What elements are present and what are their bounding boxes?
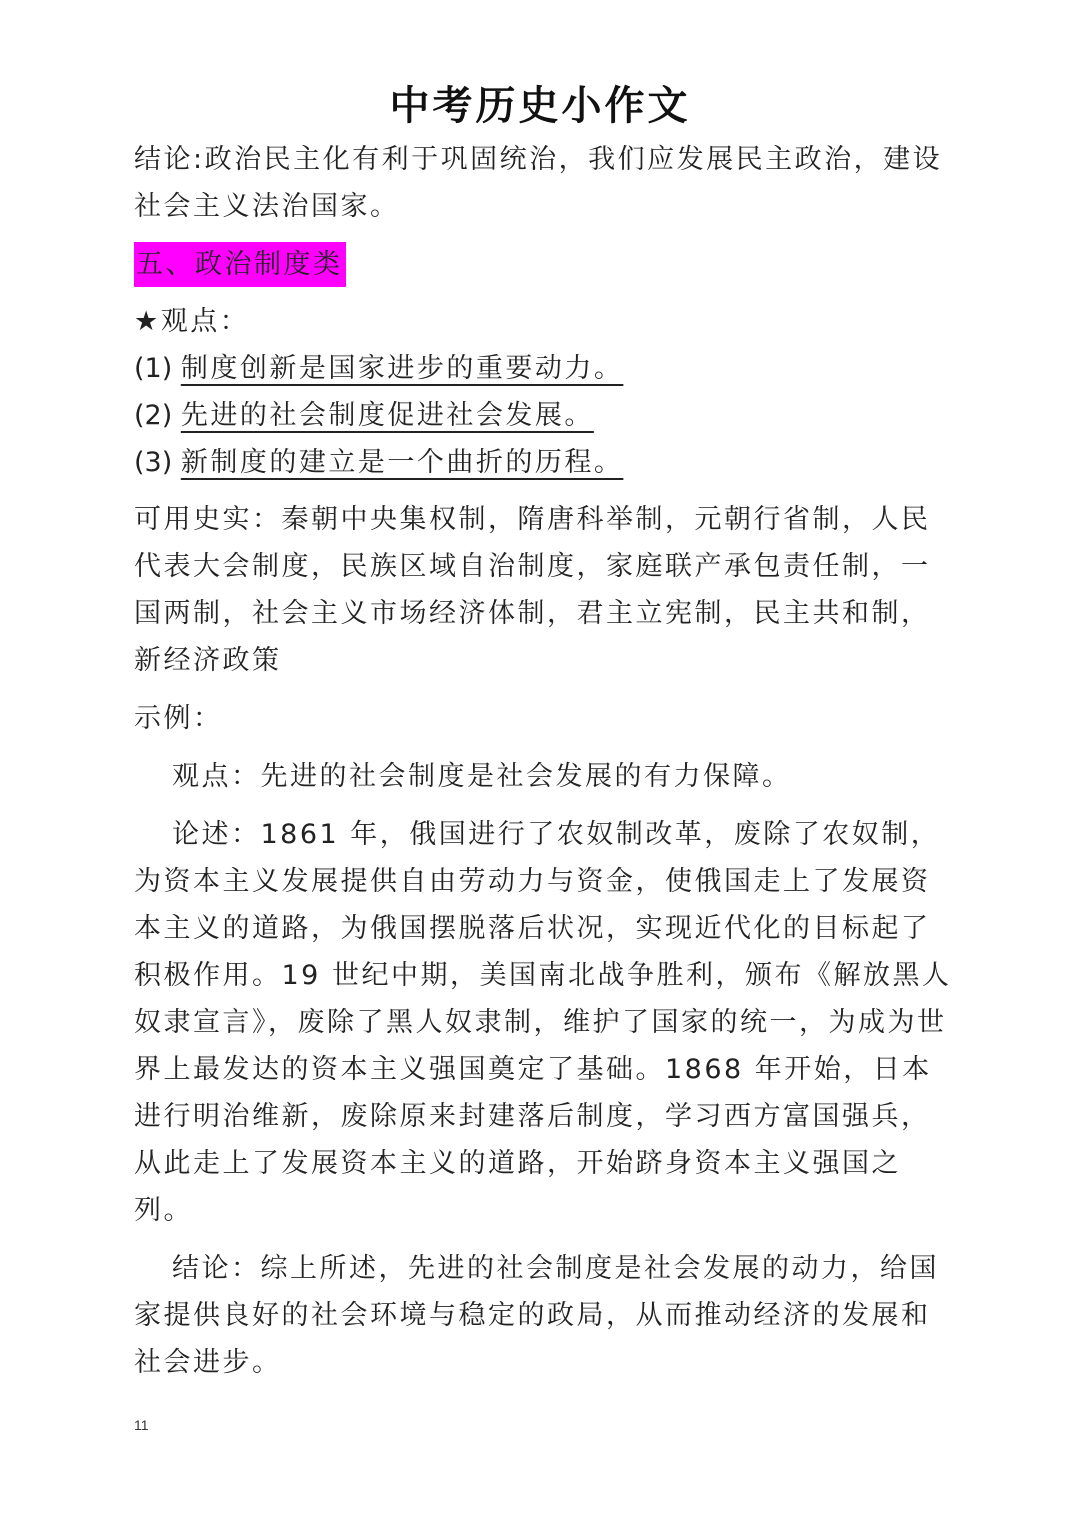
section-heading: 五、政治制度类 bbox=[134, 242, 346, 287]
example-label: 示例： bbox=[134, 703, 223, 734]
section-heading-row bbox=[134, 230, 956, 298]
document-body bbox=[134, 136, 956, 1386]
viewpoint-text: 先进的社会制度促进社会发展。 bbox=[180, 400, 594, 431]
example-argument: 论述：1861 年，俄国进行了农奴制改革，废除了农奴制，为资本主义发展提供自由劳动力与资金，使俄国走上了发展资本主义的道路，为俄国摆脱落后状况，实现近代化的目标起了积极作用。19 世纪中期，美国南北战争胜利，颁布《解放黑人奴隶宣言》，废除了黑人奴隶制，维护了国家的统一，为成为世界上最发达的资本主义强国奠定了基础。1868 年开始，日本进行明治维新，废除原来封建落后制度，学习西方富国强兵，从此走上了发展资本主义的道路，开始跻身资本主义强国之列。 bbox=[134, 819, 952, 1226]
viewpoint-item-2 bbox=[134, 392, 956, 439]
page-title: 中考历史小作文 bbox=[389, 82, 691, 129]
viewpoint-item-3 bbox=[134, 439, 956, 486]
viewpoint-number: (3) bbox=[134, 447, 181, 478]
intro-conclusion: 结论:政治民主化有利于巩固统治，我们应发展民主政治，建设社会主义法治国家。 bbox=[134, 144, 943, 222]
example-viewpoint: 观点：先进的社会制度是社会发展的有力保障。 bbox=[172, 761, 792, 792]
viewpoint-text: 新制度的建立是一个曲折的历程。 bbox=[180, 447, 624, 478]
example-conclusion: 结论：综上所述，先进的社会制度是社会发展的动力，给国家提供良好的社会环境与稳定的政局，从而推动经济的发展和社会进步。 bbox=[134, 1253, 939, 1378]
viewpoint-label: ★观点： bbox=[134, 306, 250, 337]
page-number: 11 bbox=[134, 1417, 149, 1433]
viewpoint-text: 制度创新是国家进步的重要动力。 bbox=[180, 353, 624, 384]
viewpoint-item-1 bbox=[134, 345, 956, 392]
viewpoint-number: (2) bbox=[134, 400, 181, 431]
viewpoint-number: (1) bbox=[134, 353, 181, 384]
historical-facts: 可用史实：秦朝中央集权制，隋唐科举制，元朝行省制，人民代表大会制度，民族区域自治制度，家庭联产承包责任制，一国两制，社会主义市场经济体制，君主立宪制，民主共和制，新经济政策 bbox=[134, 504, 931, 676]
